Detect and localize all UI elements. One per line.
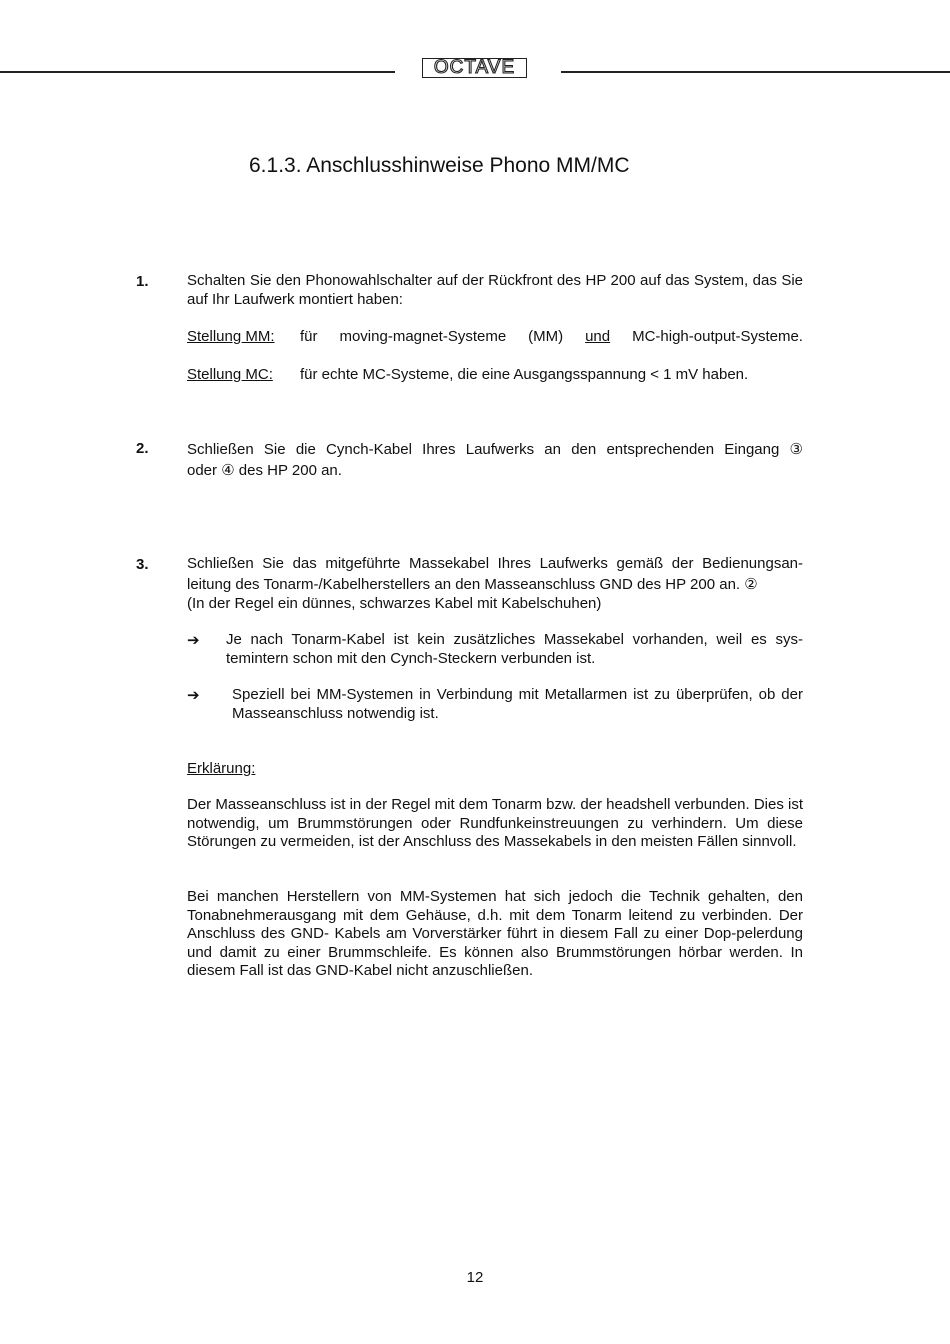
header-rule-left [0, 71, 395, 73]
mm-word: für [300, 328, 318, 345]
bullet-2: Speziell bei MM-Systemen in Verbindung mit Metallarmen ist zu überprüfen, ob der Masseanschluss notwendig ist. [232, 686, 803, 722]
octave-logo: OCTAVE [422, 58, 527, 78]
item-3-line3: (In der Regel ein dünnes, schwarzes Kabel mit Kabelschuhen) [187, 595, 602, 612]
mm-word: MC-high-output-Systeme. [632, 328, 803, 345]
item-number-3: 3. [136, 556, 149, 573]
item-number-1: 1. [136, 273, 149, 290]
mm-word: (MM) [528, 328, 564, 345]
section-title: 6.1.3. Anschlusshinweise Phono MM/MC [249, 154, 630, 177]
explanation-heading: Erklärung: [187, 760, 256, 777]
setting-mm-text [300, 328, 803, 346]
setting-mm-label: Stellung MM: [187, 328, 275, 345]
item-3-line1: Schließen Sie das mitgeführte Massekabel Ihres Laufwerks gemäß der Bedienungsan- [187, 555, 803, 572]
mm-word: moving-magnet-Systeme [339, 328, 507, 345]
setting-mc-text: für echte MC-Systeme, die eine Ausgangsspannung < 1 mV haben. [300, 366, 749, 383]
mm-word-underlined: und [585, 328, 611, 345]
header-rule-right [561, 71, 950, 73]
explanation-paragraph-2: Bei manchen Herstellern von MM-Systemen hat sich jedoch die Technik gehalten, den Tonabnehmerausgang mit dem Gehäuse, d.h. mit dem Tonarm leitend zu verbinden. Der Anschluss des GND- Kabels am Vorverstärker führt in diesem Fall zu einer Dop-pelerdung und damit zu einer Brummschleife. Es können also Brummstörungen hörbar werden. In diesem Fall ist das GND-Kabel nicht anzuschließen. [187, 888, 803, 979]
item-1-text: Schalten Sie den Phonowahlschalter auf der Rückfront des HP 200 auf das System, das Sie auf Ihr Laufwerk montiert haben: [187, 272, 803, 308]
arrow-icon: ➔ [187, 687, 200, 704]
setting-mc-label: Stellung MC: [187, 366, 273, 383]
explanation-paragraph-1: Der Masseanschluss ist in der Regel mit dem Tonarm bzw. der headshell verbunden. Dies ist notwendig, um Brummstörungen oder Rundfunkeinstreuungen zu verhindern. Um diese Störungen zu vermeiden, ist der Anschluss des Massekabels in den meisten Fällen sinnvoll. [187, 796, 803, 850]
page-number: 12 [466, 1269, 484, 1286]
arrow-icon: ➔ [187, 632, 200, 649]
item-2-line1: Schließen Sie die Cynch-Kabel Ihres Laufwerks an den entsprechenden Eingang ③ [187, 441, 803, 458]
bullet-1: Je nach Tonarm-Kabel ist kein zusätzliches Massekabel vorhanden, weil es sys-temintern schon mit den Cynch-Steckern verbunden ist. [226, 631, 803, 667]
item-2-line2: oder ④ des HP 200 an. [187, 462, 342, 479]
item-3-line2: leitung des Tonarm-/Kabelherstellers an den Masseanschluss GND des HP 200 an. ② [187, 576, 758, 593]
item-number-2: 2. [136, 440, 149, 457]
